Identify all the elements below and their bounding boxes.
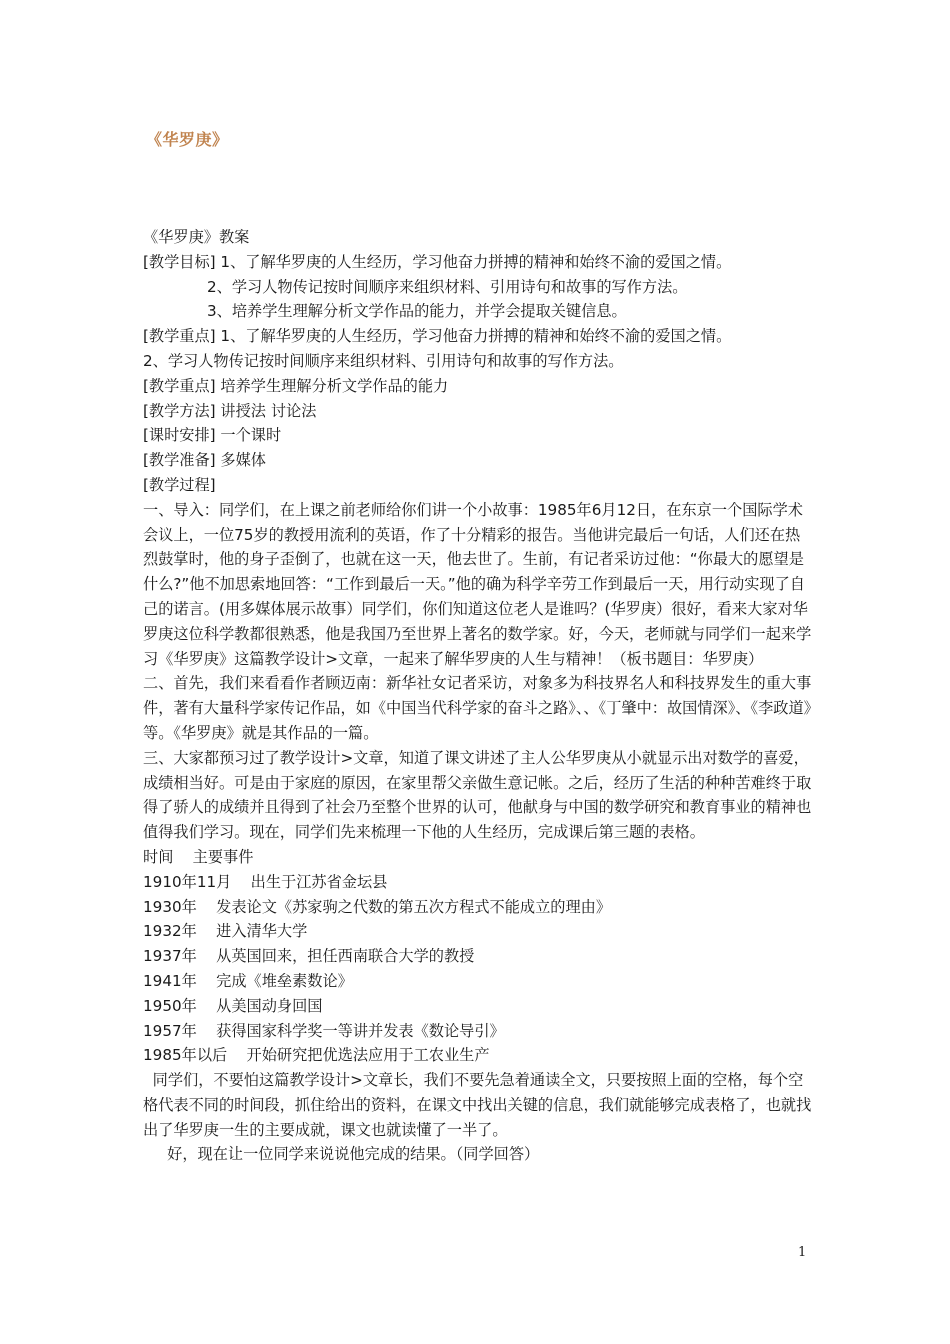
key-point-line-3: [教学重点] 培养学生理解分析文学作品的能力 bbox=[143, 376, 449, 395]
timeline-header: 时间 主要事件 bbox=[143, 847, 254, 866]
objective-line-1: [教学目标] 1、了解华罗庚的人生经历，学习他奋力拼搏的精神和始终不渝的爱国之情。 bbox=[143, 252, 732, 271]
timeline-row: 1937年 从英国回来，担任西南联合大学的教授 bbox=[143, 947, 475, 966]
timeline-row: 1930年 发表论文《苏家驹之代数的第五次方程式不能成立的理由》 bbox=[143, 897, 612, 916]
timeline-row: 1932年 进入清华大学 bbox=[143, 922, 308, 941]
timeline-row: 1950年 从美国动身回国 bbox=[143, 996, 323, 1015]
intro-paragraph: 一、导入：同学们，在上课之前老师给你们讲一个小故事：1985年6月12日，在东京一个国际学术会议上，一位75岁的教授用流利的英语，作了十分精彩的报告。当他讲完最后一句话，人们还在热烈鼓掌时，他的身子歪倒了，也就在这一天，他去世了。生前，有记者采访过他：“你最大的愿望是什么?”他不加思索地回答：“工作到最后一天。”他的确为科学辛劳工作到最后一天，用行动实现了自己的诺言。(用多媒体展示故事）同学们，你们知道这位老人是谁吗？(华罗庚）很好，看来大家对华罗庚这位科学教都很熟悉，他是我国乃至世界上著名的数学家。好，今天，老师就与同学们一起来学习《华罗庚》这篇教学设计>文章，一起来了解华罗庚的人生与精神！（板书题目：华罗庚） bbox=[143, 500, 812, 668]
key-point-line-2: 2、学习人物传记按时间顺序来组织材料、引用诗句和故事的写作方法。 bbox=[143, 351, 624, 370]
class-schedule: [课时安排] 一个课时 bbox=[143, 426, 282, 445]
page-number: 1 bbox=[798, 1245, 807, 1260]
review-paragraph: 三、大家都预习过了教学设计>文章，知道了课文讲述了主人公华罗庚从小就显示出对数学的喜爱，成绩相当好。可是由于家庭的原因，在家里帮父亲做生意记帐。之后，经历了生活的种种苦难终于取得了骄人的成绩并且得到了社会乃至整个世界的认可，他献身与中国的数学研究和教育事业的精神也值得我们学习。现在，同学们先来梳理一下他的人生经历，完成课后第三题的表格。 bbox=[143, 748, 812, 842]
teaching-preparation: [教学准备] 多媒体 bbox=[143, 451, 266, 470]
timeline-row: 1957年 获得国家科学奖一等讲并发表《数论导引》 bbox=[143, 1021, 505, 1040]
lesson-plan-heading: 《华罗庚》教案 bbox=[143, 228, 250, 246]
teaching-process-heading: [教学过程] bbox=[143, 475, 216, 494]
teaching-method: [教学方法] 讲授法 讨论法 bbox=[143, 401, 317, 420]
key-point-line-1: [教学重点] 1、了解华罗庚的人生经历，学习他奋力拼搏的精神和始终不渝的爱国之情。 bbox=[143, 327, 732, 346]
objective-line-3: 3、培养学生理解分析文学作品的能力，并学会提取关键信息。 bbox=[207, 302, 627, 321]
closing-paragraph: 同学们，不要怕这篇教学设计>文章长，我们不要先急着通读全文，只要按照上面的空格，每个空格代表不同的时间段，抓住给出的资料，在课文中找出关键的信息，我们就能够完成表格了，也就找出了华罗庚一生的主要成就，课文也就读懂了一半了。 bbox=[143, 1071, 812, 1139]
author-paragraph: 二、首先，我们来看看作者顾迈南：新华社女记者采访，对象多为科技界名人和科技界发生的重大事件，著有大量科学家传记作品，如《中国当代科学家的奋斗之路》、、《丁肇中：故国情深》、《李政道》等。《华罗庚》就是其作品的一篇。 bbox=[143, 674, 812, 742]
document-body bbox=[143, 225, 813, 1167]
timeline-row: 1985年以后 开始研究把优选法应用于工农业生产 bbox=[143, 1046, 490, 1065]
timeline-row: 1910年11月 出生于江苏省金坛县 bbox=[143, 872, 388, 891]
document-title: 《华罗庚》 bbox=[146, 130, 229, 149]
closing-prompt: 好，现在让一位同学来说说他完成的结果。（同学回答） bbox=[143, 1145, 540, 1164]
timeline-row: 1941年 完成《堆垒素数论》 bbox=[143, 971, 353, 990]
objective-line-2: 2、学习人物传记按时间顺序来组织材料、引用诗句和故事的写作方法。 bbox=[207, 277, 688, 296]
